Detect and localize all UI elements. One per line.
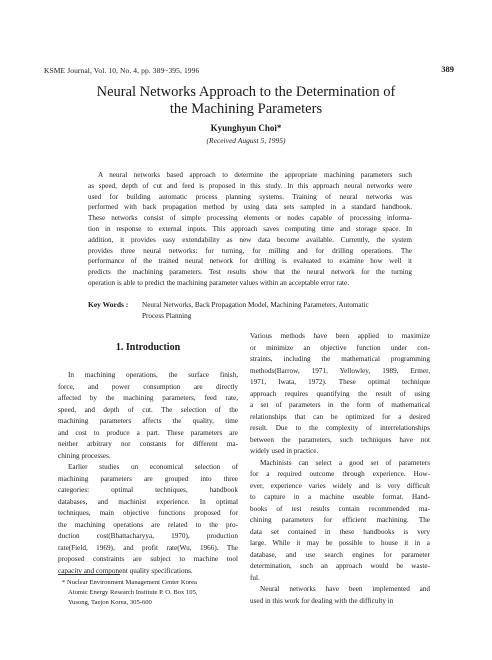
body-line: straints, including the mathematical programming [250, 355, 430, 363]
body-line: neither arbitrary nor constants for different ma- [58, 440, 238, 448]
footnote-line: * Nuclear Environment Management Center Korea [62, 579, 197, 586]
body-line: Various methods have been applied to maximize [250, 332, 430, 340]
body-line: books of test results contain recommended ma- [250, 504, 430, 513]
body-line: machining parameters affects the quality, time [58, 417, 238, 425]
title-line: the Machining Parameters [169, 101, 323, 117]
body-line: and cost to produce a part. These parameters are [58, 428, 238, 437]
abstract-line: predicts the machining parameters. Test results show that the neural network for the turning [88, 268, 412, 277]
keywords-line: Process Planning [142, 311, 192, 320]
body-line: widely used in practice. [250, 447, 319, 455]
body-line: categories: optimal techniques, handbook [58, 486, 238, 494]
abstract-line: performance of the trained neural network for drilling is evaluated to examine how well it [88, 257, 412, 266]
body-line: In machining operations, the surface finish, [68, 371, 238, 379]
body-line: database, and use search engines for parameter [250, 550, 430, 559]
body-line: 1971, Iwata, 1972). These optimal technique [250, 378, 430, 386]
footnote-line: Yusong, Taejon Korea, 305-600 [68, 599, 152, 606]
body-line: machining parameters are grouped into three [58, 474, 238, 483]
abstract-line: tion in response to external inputs. This approach saves computing time and storage space. In [88, 224, 412, 233]
footnote-line: Atomic Energy Research Institute P. O. Box 105, [68, 589, 198, 596]
body-line: capacity and component quality specifications. [58, 566, 193, 575]
body-line: between the parameters, such techniques have not [250, 435, 430, 444]
body-line: or minimize an objective function under con- [250, 343, 430, 352]
body-line: data set contained in these handbooks is very [250, 527, 430, 536]
abstract-line: A neural networks based approach to determine the appropriate machining parameters such [98, 171, 412, 179]
keywords-list [142, 300, 412, 322]
body-line: Earlier studies on economical selection of [68, 463, 238, 471]
body-line: result. Due to the complexity of interrelationships [250, 424, 430, 432]
body-line: used in this work for dealing with the difficulty in [250, 596, 394, 605]
body-line: duction cost(Bhattacharyya, 1970), production [58, 532, 238, 540]
body-line: chining parameters for efficient machining. The [250, 516, 430, 524]
body-line: ever, experience varies widely and is very difficult [250, 481, 430, 490]
body-line: techniques, main objective functions proposed for [58, 509, 238, 517]
body-line: rate(Field, 1969), and profit rate(Wu, 1966). The [58, 543, 238, 552]
right-column-text [250, 331, 430, 607]
body-line: proposed constraints are subject to machine tool [58, 555, 238, 563]
abstract-line: as speed, depth of cut and feed is proposed in this study. In this approach neural networks were [88, 181, 412, 190]
abstract-line: These networks consist of simple processing elements or nodes capable of processing informa- [88, 214, 412, 223]
body-line: methods(Barrow, 1971, Yellowley, 1989, Ermer, [250, 366, 430, 375]
abstract-line: operation is able to predict the machining parameter values within an acceptable error rate. [88, 278, 350, 287]
body-line: to capture in a machine useable format. Hand- [250, 493, 430, 501]
body-line: force, and power consumption are directly [58, 382, 238, 391]
body-line: for a required outcome through experience. How- [250, 470, 430, 478]
body-line: relationships that can be optimized for a desired [250, 412, 430, 421]
abstract-line: provides three neural networks: for turning, for milling and for drilling operations. The [88, 246, 412, 255]
body-line: a set of parameters in the form of mathematical [250, 401, 430, 409]
abstract [88, 170, 412, 289]
title-line: Neural Networks Approach to the Determination of [96, 84, 396, 100]
page-number: 389 [441, 64, 454, 74]
body-line: Neural networks have been implemented and [260, 585, 430, 593]
keywords-label: Key Words : [88, 300, 129, 309]
abstract-line: performed with back propagation method by using data sets sampled in a standard handbook. [88, 203, 412, 212]
body-line: speed, and depth of cut. The selection of the [58, 405, 238, 414]
author-name: Kyunghyun Choi* [210, 123, 282, 133]
body-line: approach requires quantifying the result of using [250, 389, 430, 398]
received-date: (Received August 5, 1995) [206, 136, 286, 145]
journal-header: KSME Journal, Vol. 10, No. 4, pp. 389~395, 1996 [44, 66, 200, 75]
body-line: affected by the machining parameters, feed rate, [58, 394, 238, 402]
footnote [62, 578, 238, 608]
footnote-rule [58, 574, 120, 575]
body-line: Machinists can select a good set of parameters [260, 458, 430, 467]
body-line: databases, and machinist experience. In optimal [58, 497, 238, 506]
abstract-line: addition, it provides easy extendability as new data become available. Currently, the system [88, 235, 412, 244]
keywords-line: Neural Networks, Back Propagation Model, Machining Parameters, Automatic [142, 301, 369, 309]
body-line: determination, such an approach would be waste- [250, 562, 430, 570]
left-column-text [58, 370, 238, 577]
body-line: ful. [250, 573, 260, 582]
abstract-line: used for building automatic process planning systems. Training of neural networks was [88, 192, 412, 201]
body-line: chining processes. [58, 451, 111, 460]
paper-title [0, 84, 492, 118]
body-line: large. While it may be possible to house it in a [250, 539, 430, 547]
body-line: the machining operations are related to the pro- [58, 520, 238, 529]
section-heading: 1. Introduction [115, 342, 181, 353]
